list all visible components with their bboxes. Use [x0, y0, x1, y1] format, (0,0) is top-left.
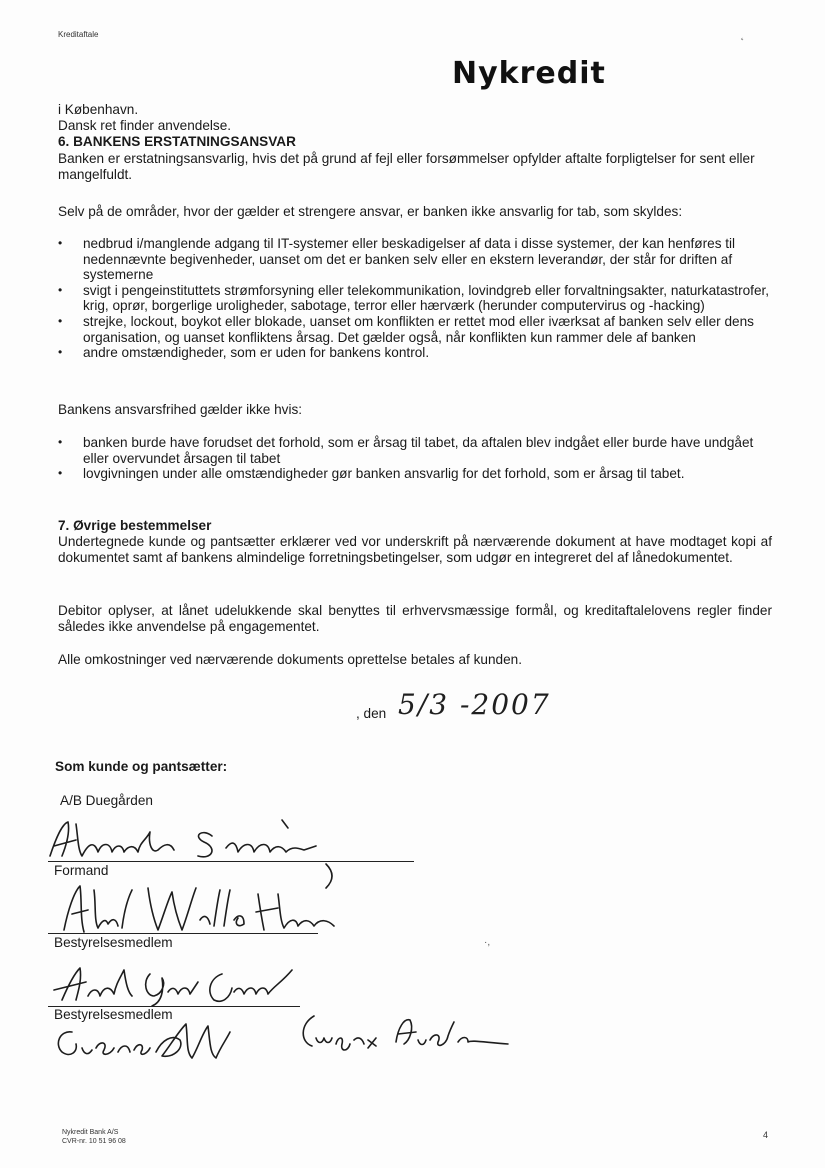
list-item: [58, 236, 778, 283]
bullet-icon: •: [58, 236, 63, 250]
section-7-paragraph-3: Alle omkostninger ved nærværende dokuments oprettelse betales af kunden.: [58, 652, 522, 667]
signature-line-1: [48, 861, 414, 862]
list-item: [58, 345, 778, 361]
bullet-icon: •: [58, 345, 63, 360]
scan-mark: ˛: [741, 30, 745, 41]
section-6-heading: 6. BANKENS ERSTATNINGSANSVAR: [58, 134, 296, 149]
section-7-paragraph-1: Undertegnede kunde og pantsætter erklærer ved vor underskrift på nærværende dokument at have modtaget kopi af dokumentet samt af bankens almindelige forretningsbetingelser, som udgør en integreret del af lånedokumentet.: [58, 534, 772, 565]
page-number: 4: [763, 1130, 769, 1140]
signatures-heading: Som kunde og pantsætter:: [55, 759, 228, 774]
signature-board-member-2: [42, 960, 312, 1010]
bullet-icon: •: [58, 466, 63, 481]
list-item: [58, 435, 778, 466]
handwritten-date: 5/3 -2007: [398, 688, 551, 721]
signature-line-2: [48, 933, 318, 934]
document-label: Kreditaftale: [58, 30, 99, 39]
role-board-member-2: Bestyrelsesmedlem: [54, 1007, 173, 1022]
section-7-paragraph-2: Debitor oplyser, at lånet udelukkende skal benyttes til erhvervsmæssige formål, og kreditaftalelovens regler finder således ikke anvendelse på engagementet.: [58, 603, 772, 634]
list-item-text: andre omstændigheder, som er uden for bankens kontrol.: [83, 345, 430, 361]
list-item-text: banken burde have forudset det forhold, som er årsag til tabet, da aftalen blev indgået eller burde have undgået eller overvundet årsagen til tabet: [83, 435, 754, 466]
bullet-icon: •: [58, 282, 63, 297]
list-item-text: nedbrud i/manglende adgang til IT-systemer eller beskadigelser af data i disse systemer, der kan henføres til nedennævnte begivenheder, uanset om det er banken selv eller en ekstern leverandør, der står for driften af systemerne: [83, 236, 736, 283]
bullet-icon: •: [58, 435, 63, 449]
list-item-text: strejke, lockout, boykot eller blokade, uanset om konflikten er rettet mod eller iværksat af banken selv eller dens organisation, og uanset konfliktens årsag. Det gælder også, når konflikten kun rammer dele af banken: [83, 313, 754, 345]
intro-line-2: Dansk ret finder anvendelse.: [58, 118, 232, 133]
section-6-paragraph-1: Banken er erstatningsansvarlig, hvis det på grund af fejl eller forsømmelser opfylder aftalte forpligtelser for sent eller mangelfuldt.: [58, 151, 755, 182]
liability-exclusions-list: [58, 236, 778, 361]
signature-board-member-1: [58, 880, 348, 940]
list-item: [58, 283, 778, 314]
section-6-paragraph-3: Bankens ansvarsfrihed gælder ikke hvis:: [58, 402, 303, 417]
company-name: A/B Duegården: [60, 793, 153, 808]
scan-mark: ·,: [484, 937, 491, 948]
signature-board-member-4: [292, 1010, 512, 1056]
footer-bank-name: Nykredit Bank A/S: [62, 1129, 119, 1136]
footer: [62, 1128, 126, 1146]
section-6-paragraph-2: Selv på de områder, hvor der gælder et strengere ansvar, er banken ikke ansvarlig for tab, som skyldes:: [58, 204, 683, 219]
date-prefix: , den: [356, 706, 387, 721]
nykredit-logo: Nykredit: [452, 56, 606, 91]
list-item: [58, 314, 778, 345]
role-board-member-1: Bestyrelsesmedlem: [54, 935, 173, 950]
bullet-icon: •: [58, 313, 63, 328]
list-item-text: lovgivningen under alle omstændigheder gør banken ansvarlig for det forhold, som er årsag til tabet.: [83, 466, 685, 482]
list-item-text: svigt i pengeinstituttets strømforsyning eller telekommunikation, lovindgreb eller forvaltningsakter, naturkatastrofer, krig, oprør, borgerlige uroligheder, sabotage, terror eller hærværk (herunder computervirus og -hacking): [83, 282, 770, 314]
section-7-heading: 7. Øvrige bestemmelser: [58, 518, 212, 533]
liability-exceptions-list: [58, 435, 778, 482]
intro-line-1: i København.: [58, 102, 139, 117]
signature-board-member-3: [52, 1018, 242, 1064]
list-item: [58, 466, 778, 482]
footer-cvr-number: CVR-nr. 10 51 96 08: [62, 1138, 126, 1145]
role-chairman: Formand: [54, 863, 109, 878]
